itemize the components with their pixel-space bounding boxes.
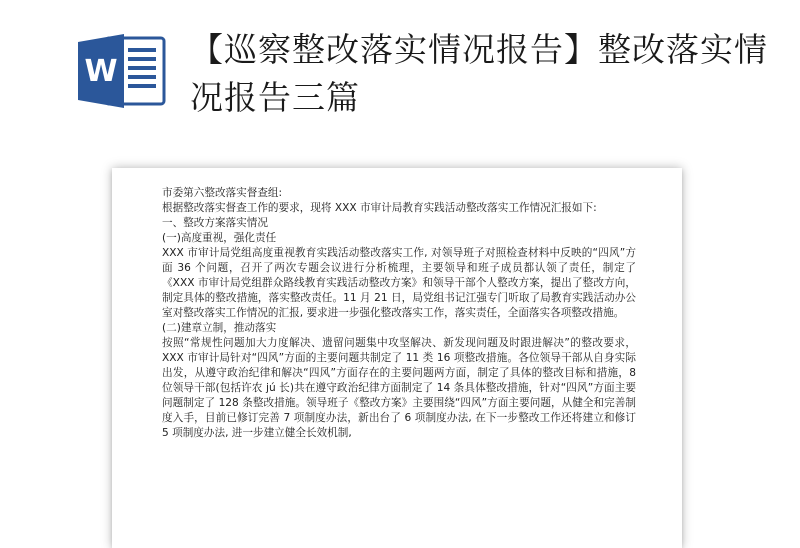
word-document-icon bbox=[76, 32, 166, 110]
document-header bbox=[0, 0, 800, 140]
word-icon-letter: W bbox=[84, 54, 118, 89]
doc-paragraph-1: XXX 市审计局党组高度重视教育实践活动整改落实工作, 对领导班子对照检查材料中反映的“四风”方面 36 个问题，召开了两次专题会议进行分析梳理，主要领导和班子成员都认领了责任，制定了《XXX 市审计局党组群众路线教育实践活动整改方案》和领导干部个人整改方案，提出了整改方向，制定具体的整改措施，落实整改责任。11 月 21 日，局党组书记江强专门听取了局教育实践活动办公室对整改落实工作情况的汇报, 要求进一步强化整改落实工作，落实责任，全面落实各项整改措施。 bbox=[162, 247, 636, 319]
doc-subheading-2: (二)建章立制，推动落实 bbox=[162, 322, 277, 334]
doc-salutation: 市委第六整改落实督查组: bbox=[162, 187, 283, 199]
page-title: 【巡察整改落实情况报告】整改落实情况报告三篇 bbox=[190, 30, 768, 117]
document-body bbox=[162, 186, 640, 441]
doc-heading-section-1: 一、整改方案落实情况 bbox=[162, 217, 268, 229]
doc-paragraph-intro: 根据整改落实督查工作的要求，现将 XXX 市审计局教育实践活动整改落实工作情况汇报如下: bbox=[162, 202, 597, 214]
doc-paragraph-2: 按照“常规性问题加大力度解决、遗留问题集中攻坚解决、新发现问题及时跟进解决”的整改要求，XXX 市审计局针对“四风”方面的主要问题共制定了 11 类 16 项整改措施。各位领导干部从自身实际出发，从遵守政治纪律和解决“四风”方面存在的主要问题两方面，制定了具体的整改目标和措施，8 位领导干部(包括许农 jú 长)共在遵守政治纪律方面制定了 14 条具体整改措施，针对“四风”方面主要问题制定了 128 条整改措施。领导班子《整改方案》主要围绕“四风”方面主要问题，从健全和完善制度入手，目前已修订完善 7 项制度办法，新出台了 6 项制度办法, 在下一步整改工作还将建立和修订 5 项制度办法, 进一步建立健全长效机制, bbox=[162, 337, 640, 439]
doc-subheading-1: (一)高度重视，强化责任 bbox=[162, 232, 277, 244]
document-page bbox=[112, 168, 682, 548]
